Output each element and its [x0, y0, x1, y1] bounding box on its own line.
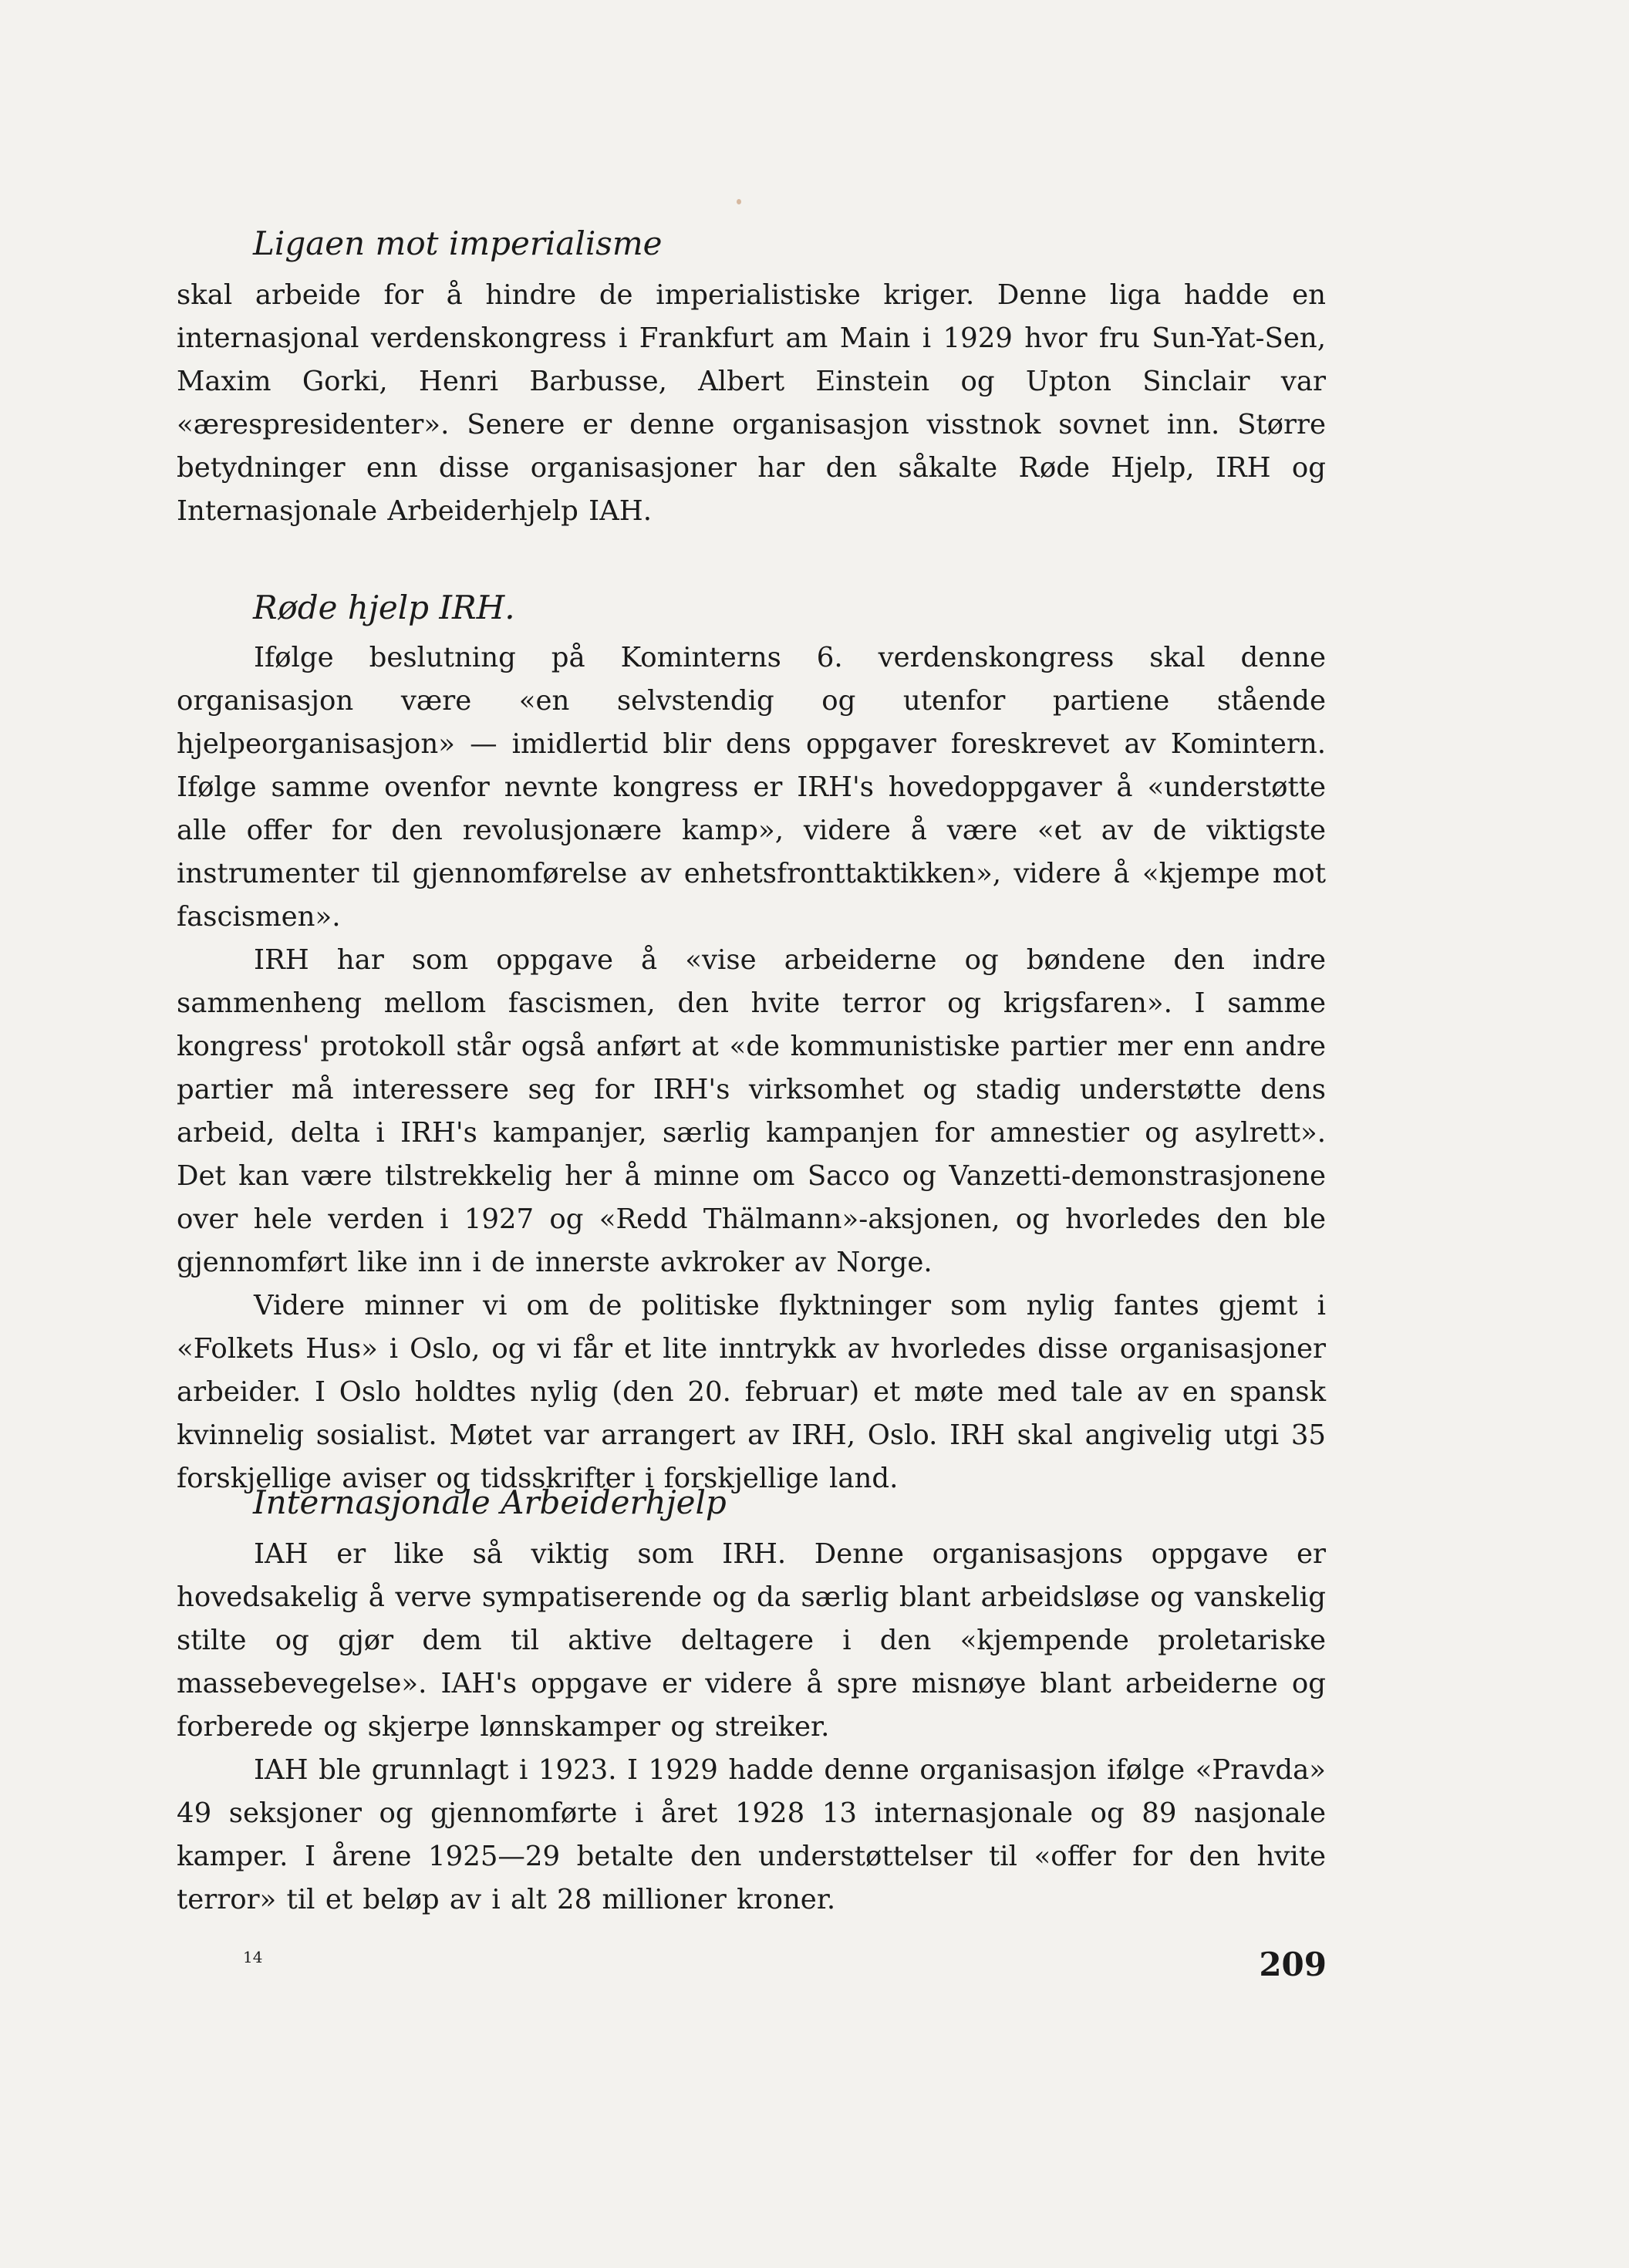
section-heading-irh: Røde hjelp IRH. [253, 589, 515, 626]
paragraph: Ifølge beslutning på Kominterns 6. verdenskongress skal denne organisasjon være «en selvstendig og utenfor partiene stående hjelpeorganisasjon» — imidlertid blir dens oppgaver foreskrevet av Komintern. Ifølge samme ovenfor nevnte kongress er IRH's hovedoppgaver å «understøtte alle offer for den revolusjonære kamp», videre å være «et av de viktigste instrumenter til gjennomførelse av enhetsfronttaktikken», videre å «kjempe mot fascismen». [177, 642, 1326, 933]
printer-signature: 14 [243, 1948, 263, 1966]
section-body-iah [177, 1533, 1326, 1922]
paragraph: skal arbeide for å hindre de imperialistiske kriger. Denne liga hadde en internasjonal verdenskongress i Frankfurt am Main i 1929 hvor fru Sun-Yat-Sen, Maxim Gorki, Henri Barbusse, Albert Einstein og Upton Sinclair var «ærespresidenter». Senere er denne organisasjon visstnok sovnet inn. Større betydninger enn disse organisasjoner har den såkalte Røde Hjelp, IRH og Internasjonale Arbeiderhjelp IAH. [177, 279, 1326, 527]
paper-speck [737, 199, 741, 204]
paragraph: IRH har som oppgave å «vise arbeiderne og bøndene den indre sammenheng mellom fascismen, den hvite terror og krigsfaren». I samme kongress' protokoll står også anført at «de kommunistiske partier mer enn andre partier må interessere seg for IRH's virksomhet og stadig understøtte dens arbeid, delta i IRH's kampanjer, særlig kampanjen for amnestier og asylrett». Det kan være tilstrekkelig her å minne om Sacco og Vanzetti-demonstrasjonene over hele verden i 1927 og «Redd Thälmann»-aksjonen, og hvorledes den ble gjennomført like inn i de innerste avkroker av Norge. [177, 944, 1326, 1278]
section-heading-iah: Internasjonale Arbeiderhjelp [253, 1483, 727, 1521]
paragraph: IAH ble grunnlagt i 1923. I 1929 hadde denne organisasjon ifølge «Pravda» 49 seksjoner og gjennomførte i året 1928 13 internasjonale og 89 nasjonale kamper. I årene 1925—29 betalte den understøttelser til «offer for den hvite terror» til et beløp av i alt 28 millioner kroner. [177, 1754, 1326, 1915]
section-body-liga [177, 274, 1326, 533]
page-number: 209 [1259, 1946, 1327, 1983]
section-body-irh [177, 636, 1326, 1500]
paragraph: IAH er like så viktig som IRH. Denne organisasjons oppgave er hovedsakelig å verve sympatiserende og da særlig blant arbeidsløse og vanskelig stilte og gjør dem til aktive deltagere i den «kjempende proletariske massebevegelse». IAH's oppgave er videre å spre misnøye blant arbeiderne og forberede og skjerpe lønnskamper og streiker. [177, 1538, 1326, 1743]
paragraph: Videre minner vi om de politiske flyktninger som nylig fantes gjemt i «Folkets Hus» i Oslo, og vi får et lite inntrykk av hvorledes disse organisasjoner arbeider. I Oslo holdtes nylig (den 20. februar) et møte med tale av en spansk kvinnelig sosialist. Møtet var arrangert av IRH, Oslo. IRH skal angivelig utgi 35 forskjellige aviser og tidsskrifter i forskjellige land. [177, 1290, 1326, 1494]
section-heading-liga: Ligaen mot imperialisme [253, 224, 663, 262]
